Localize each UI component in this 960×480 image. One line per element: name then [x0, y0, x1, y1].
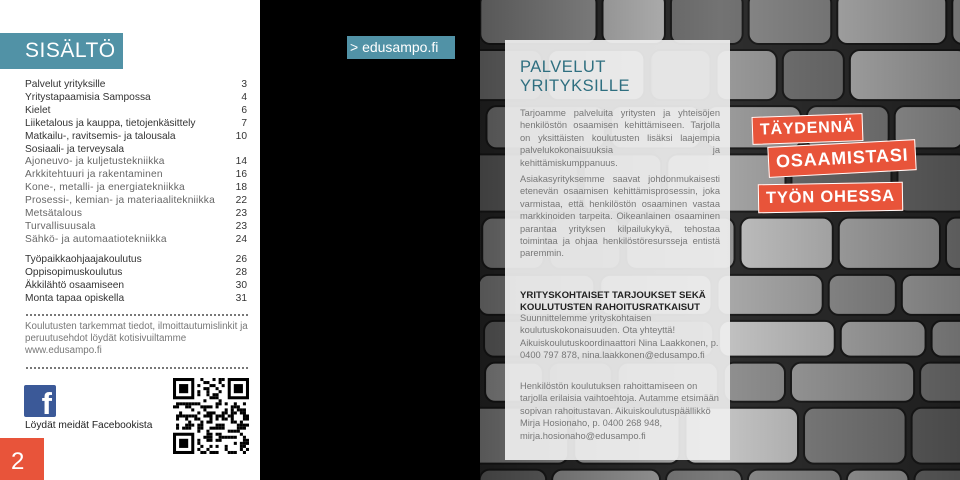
toc-title: Sähkö- ja automaatiotekniikka [25, 234, 167, 245]
toc-title: Kielet [25, 105, 51, 116]
toc-page: 31 [235, 293, 247, 304]
toc-title: Matkailu-, ravitsemis- ja talousala [25, 131, 176, 142]
intro-paragraph: Tarjoamme palveluita yritysten ja yhteisöjen henkilöstön osaamisen kehittämiseen. Tarjolla on yksittäisten koulutusten lisäksi laajempia palvelukokonaisuuksia ja kehittämiskumppanuus. [520, 108, 720, 168]
brand-link[interactable]: > edusampo.fi [347, 36, 455, 59]
toc-page: 26 [235, 254, 247, 265]
credit-heading: Koulutuskalenterin lisätilaukset [270, 235, 415, 247]
facebook-icon[interactable]: f [24, 385, 56, 417]
toc-page: 30 [235, 280, 247, 291]
toc-title: Ajoneuvo- ja kuljetustekniikka [25, 156, 165, 167]
toc-row [25, 168, 247, 181]
toc-page: 28 [235, 267, 247, 278]
toc-title: Turvallisuusala [25, 221, 96, 232]
toc-page: 6 [241, 105, 247, 116]
toc-page: 4 [241, 92, 247, 103]
toc-row [25, 194, 247, 207]
page-number-badge [0, 438, 44, 480]
toc-row [25, 233, 247, 246]
toc-title: Äkkilähtö osaamiseen [25, 280, 125, 291]
credit-block [270, 163, 470, 187]
toc-row [25, 91, 247, 104]
credit-heading: Valokuvat [270, 114, 315, 126]
credit-block [270, 272, 470, 333]
toc-row [25, 155, 247, 168]
toc-row [25, 117, 247, 130]
toc-group-3 [25, 253, 247, 305]
credit-heading: Saimaan ammattiopisto Sampo [270, 272, 413, 284]
credits-list [270, 78, 470, 345]
table-of-contents-panel [0, 0, 260, 480]
toc-page: 22 [235, 195, 247, 206]
contents-heading: SISÄLTÖ [0, 33, 123, 69]
credit-block [270, 236, 470, 260]
website-note: Koulutusten tarkemmat tiedot, ilmoittautumislinkit ja peruutusehdot löydät kotisivuiltamme www.edusampo.fi [25, 321, 248, 356]
toc-title: Sosiaali- ja terveysala [25, 144, 125, 155]
credit-line: PL 303, Armilankatu 40 [270, 284, 369, 296]
toc-page: 18 [235, 182, 247, 193]
credit-heading: Taitto [270, 163, 296, 175]
toc-title: Monta tapaa opiskella [25, 293, 125, 304]
toc-row [25, 130, 247, 143]
toc-page: 7 [241, 118, 247, 129]
toc-row [25, 220, 247, 233]
services-title: PALVELUT YRITYKSILLE [520, 58, 631, 95]
offers-subheading: YRITYSKOHTAISET TARJOUKSET SEKÄ KOULUTUSTEN RAHOITUSRATKAISUT [520, 290, 706, 313]
credit-line: p. 02049 600 [270, 308, 327, 320]
toc-title: Oppisopimuskoulutus [25, 267, 123, 278]
toc-page: 14 [235, 156, 247, 167]
credit-line: Nitro ID [270, 90, 303, 102]
toc-row [25, 279, 247, 292]
toc-group-2 [25, 155, 247, 246]
credit-line: tuija.kaustola@edusampo.fi [270, 248, 389, 260]
facebook-text: Löydät meidät Facebookista [25, 420, 153, 431]
toc-title: Metsätalous [25, 208, 83, 219]
toc-row [25, 253, 247, 266]
toc-title: Työpaikkaohjaajakoulutus [25, 254, 142, 265]
credit-block [270, 114, 470, 151]
credit-heading: Suunnittelu [270, 78, 323, 89]
toc-row [25, 78, 247, 91]
credit-line: Lukas Pearsall / Nitro ID [270, 138, 374, 150]
toc-page: 10 [235, 131, 247, 142]
toc-title: Palvelut yrityksille [25, 79, 106, 90]
process-paragraph: Asiakasyrityksemme saavat johdonmukaisesti etenevän osaamisen kehittämisprosessin, joka varmistaa, että henkilöstön osaaminen vastaa markkinoiden tarpeita. Oikeanlainen osaaminen parantaa yrityksen kilpailukykyä, tehostaa toimintaa ja ohjaa henkilöstöresursseja entistä paremmin. [520, 174, 720, 259]
dotted-divider [25, 314, 249, 316]
credit-line: www.edusampo.fi [270, 321, 346, 333]
credit-line: Imatran painokarelia [270, 211, 357, 223]
contact-paragraph-1: Suunnittelemme yrityskohtaisen koulutuskokonaisuuden. Ota yhteyttä! Aikuiskoulutuskoordinaattori Nina Laakkonen, p. 0400 797 878, nina.laakkonen@edusampo.fi [520, 313, 719, 361]
ribbon-osaamistasi: OSAAMISTASI [767, 139, 917, 178]
toc-title: Kone-, metalli- ja energiatekniikka [25, 182, 185, 193]
toc-title: Yritystapaamisia Sampossa [25, 92, 151, 103]
toc-row [25, 207, 247, 220]
services-info-box [505, 40, 730, 460]
credit-heading: Painatus [270, 199, 310, 211]
toc-page: 16 [235, 169, 247, 180]
toc-row [25, 292, 247, 305]
ribbon-taydenna: TÄYDENNÄ [752, 113, 864, 145]
toc-row [25, 104, 247, 117]
page-number: 2 [11, 448, 25, 475]
toc-title: Prosessi-, kemian- ja materiaalitekniikka [25, 195, 215, 206]
credit-line: Saimaan ammattiopisto Sampo [270, 175, 404, 187]
toc-title: Liiketalous ja kauppa, tietojenkäsittely [25, 118, 196, 129]
toc-group-1 [25, 78, 247, 156]
toc-page: 23 [235, 221, 247, 232]
credit-block [270, 78, 470, 102]
qr-code-icon[interactable] [173, 378, 249, 454]
toc-page: 24 [235, 234, 247, 245]
toc-page: 3 [241, 79, 247, 90]
ribbon-tyon-ohessa: TYÖN OHESSA [758, 182, 903, 214]
dotted-divider [25, 367, 249, 369]
credit-line: 53101 Lappeenranta [270, 296, 359, 308]
credit-line: Shutterstock [270, 126, 324, 138]
toc-row [25, 181, 247, 194]
credit-block [270, 199, 470, 223]
toc-row [25, 266, 247, 279]
toc-title: Arkkitehtuuri ja rakentaminen [25, 169, 163, 180]
contact-paragraph-2: Henkilöstön koulutuksen rahoittamiseen on tarjolla erilaisia vaihtoehtoja. Autamme etsimään sopivan rahoitustavan. Aikuiskoulutuspäällikkö Mirja Hosionaho, p. 0400 268 948, mirja.hosionaho@edusampo.fi [520, 381, 719, 441]
toc-page: 23 [235, 208, 247, 219]
